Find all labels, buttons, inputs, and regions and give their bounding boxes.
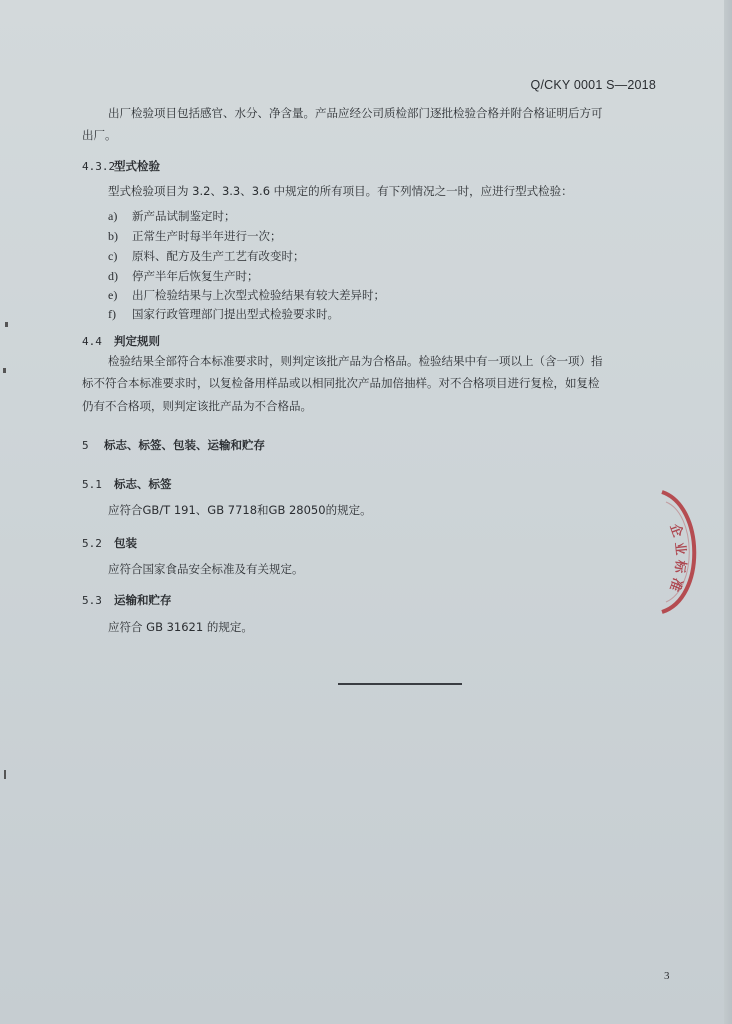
section-4-3-2-text: 型式检验项目为 3.2、3.3、3.6 中规定的所有项目。有下列情况之一时，应进行型式检验：: [108, 184, 573, 198]
standard-code: Q/CKY 0001 S—2018: [530, 78, 656, 92]
section-5-3-heading: [82, 592, 172, 608]
section-number: 5.3: [82, 594, 102, 607]
section-title: 运输和贮存: [114, 593, 172, 607]
section-4-4-heading: [82, 333, 160, 349]
section-4-4-line-2: 标不符合本标准要求时，以复检备用样品或以相同批次产品加倍抽样。对不合格项目进行复检，如复检: [82, 376, 600, 390]
list-item: [108, 228, 282, 244]
scan-speck: [3, 368, 6, 373]
section-title: 标志、标签: [114, 477, 172, 491]
scan-speck: [4, 770, 6, 779]
svg-text:标: 标: [671, 558, 688, 574]
list-item: [108, 268, 259, 284]
section-number: 5: [82, 439, 89, 452]
section-5-3-text: 应符合 GB 31621 的规定。: [108, 620, 253, 634]
list-text: 出厂检验结果与上次型式检验结果有较大差异时；: [132, 288, 385, 302]
company-seal-stamp: [652, 488, 712, 616]
svg-text:准: 准: [665, 575, 685, 594]
page-edge: [724, 0, 732, 1024]
list-label: e): [108, 288, 118, 302]
scan-speck: [5, 322, 8, 327]
section-title: 判定规则: [114, 334, 160, 348]
page-number: 3: [664, 970, 670, 982]
intro-line-1: 出厂检验项目包括感官、水分、净含量。产品应经公司质检部门逐批检验合格并附合格证明后方可: [108, 106, 603, 120]
list-text: 正常生产时每半年进行一次；: [132, 229, 282, 243]
list-label: d): [108, 269, 118, 283]
list-item: [108, 306, 339, 322]
section-title: 包装: [114, 536, 137, 550]
section-title: 标志、标签、包装、运输和贮存: [104, 438, 265, 452]
section-number: 5.2: [82, 537, 102, 550]
section-number: 4.4: [82, 335, 102, 348]
section-number: 5.1: [82, 478, 102, 491]
end-rule: [338, 683, 462, 685]
list-text: 停产半年后恢复生产时；: [132, 269, 259, 283]
section-4-4-line-3: 仍有不合格项，则判定该批产品为不合格品。: [82, 399, 312, 413]
svg-text:企: 企: [666, 521, 685, 540]
section-4-3-2-heading: [82, 158, 160, 174]
svg-text:业: 业: [671, 541, 688, 556]
section-title: 型式检验: [114, 159, 160, 173]
list-label: f): [108, 307, 116, 321]
section-5-2-text: 应符合国家食品安全标准及有关规定。: [108, 562, 304, 576]
list-item: [108, 287, 385, 303]
list-text: 原料、配方及生产工艺有改变时；: [132, 249, 305, 263]
list-label: b): [108, 229, 118, 243]
list-text: 国家行政管理部门提出型式检验要求时。: [132, 307, 339, 321]
list-text: 新产品试制鉴定时；: [132, 209, 236, 223]
list-item: [108, 208, 236, 224]
list-label: c): [108, 249, 118, 263]
section-5-1-text: 应符合GB/T 191、GB 7718和GB 28050的规定。: [108, 503, 372, 517]
list-item: [108, 248, 305, 264]
section-5-2-heading: [82, 535, 137, 551]
section-5-heading: [82, 437, 265, 453]
section-number: 4.3.2: [82, 160, 116, 173]
intro-line-2: 出厂。: [82, 128, 117, 142]
list-label: a): [108, 209, 118, 223]
section-5-1-heading: [82, 476, 172, 492]
section-4-4-line-1: 检验结果全部符合本标准要求时，则判定该批产品为合格品。检验结果中有一项以上（含一项）指: [108, 354, 603, 368]
